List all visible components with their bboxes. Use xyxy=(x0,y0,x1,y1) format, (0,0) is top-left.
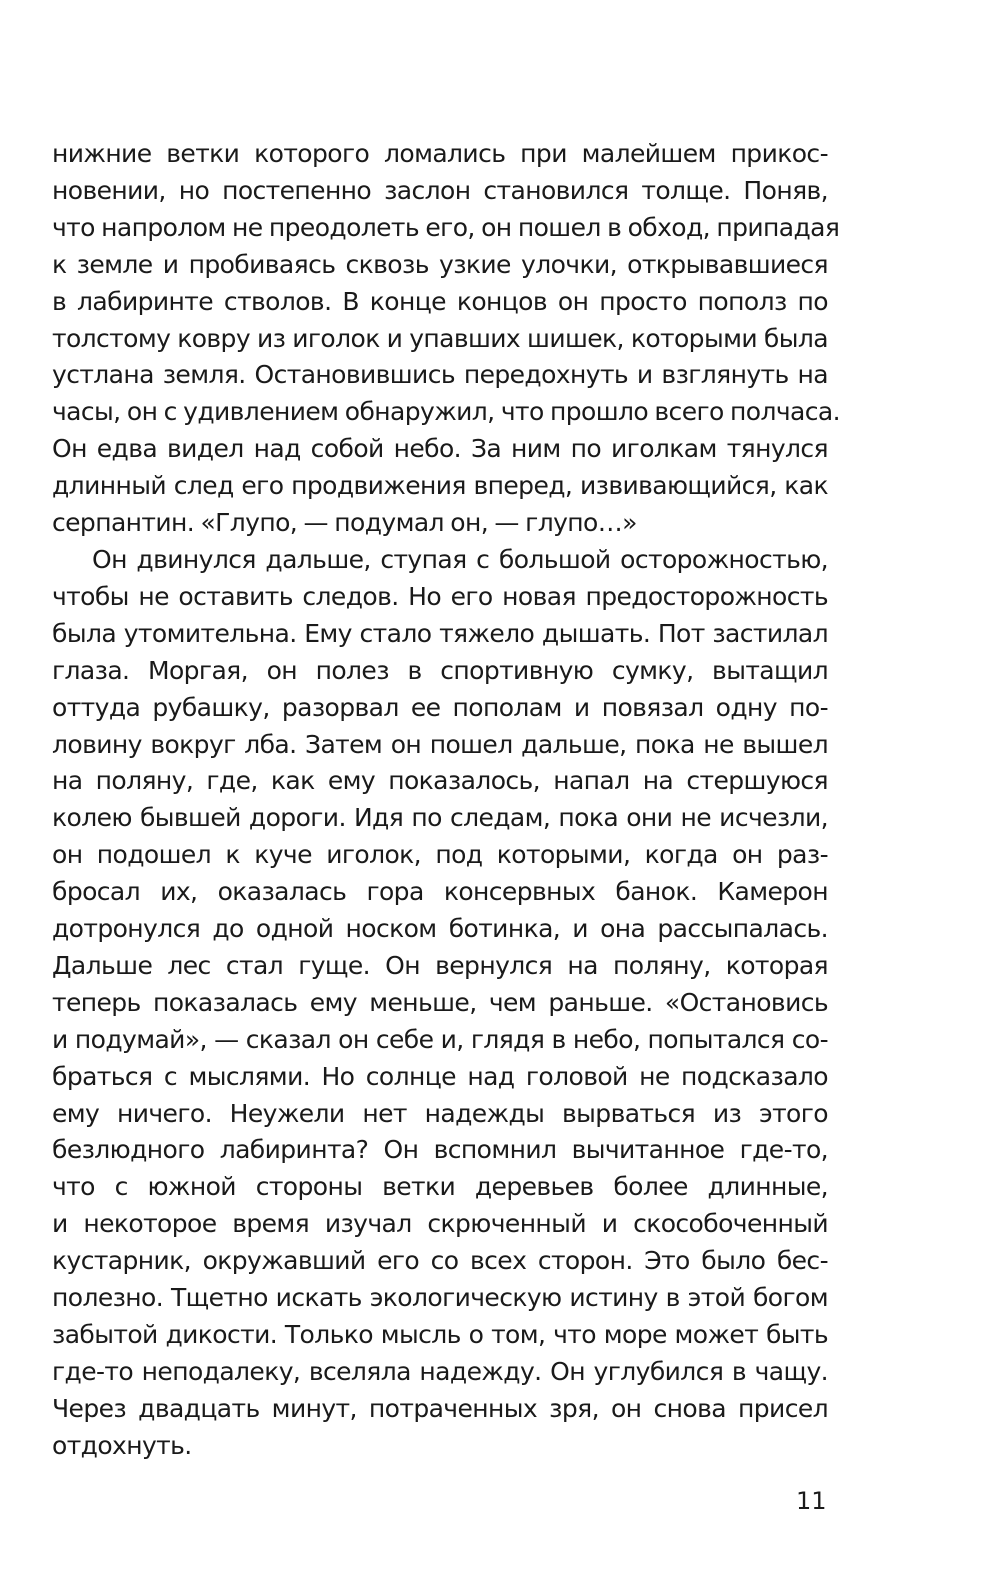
text-line: серпантин. «Глупо, — подумал он, — глупо…» xyxy=(52,508,637,538)
text-line: и некоторое время изучал скрюченный и скособоченный xyxy=(52,1209,828,1239)
text-line: где-то неподалеку, вселяла надежду. Он углубился в чащу. xyxy=(52,1356,828,1386)
text-line: что напролом не преодолеть его, он пошел в обход, припадая xyxy=(52,212,840,242)
text-line: отдохнуть. xyxy=(52,1430,192,1460)
text-line: оттуда рубашку, разорвал ее пополам и повязал одну по- xyxy=(52,692,828,722)
text-line: чтобы не оставить следов. Но его новая предосторожность xyxy=(52,581,828,611)
text-line: он подошел к куче иголок, под которыми, когда он раз- xyxy=(52,840,828,870)
text-line: Он едва видел над собой небо. За ним по иголкам тянулся xyxy=(52,434,828,464)
paragraph-2 xyxy=(52,542,828,1465)
text-line: в лабиринте стволов. В конце концов он просто пополз по xyxy=(52,286,828,316)
text-line: безлюдного лабиринта? Он вспомнил вычитанное где-то, xyxy=(52,1135,828,1165)
text-line: на поляну, где, как ему показалось, напал на стершуюся xyxy=(52,766,828,796)
text-line: Через двадцать минут, потраченных зря, он снова присел xyxy=(52,1393,828,1423)
text-line: колею бывшей дороги. Идя по следам, пока они не исчезли, xyxy=(52,803,828,833)
text-line: и подумай», — сказал он себе и, глядя в небо, попытался со- xyxy=(52,1024,828,1054)
body-text xyxy=(52,136,840,1465)
text-line: устлана земля. Остановившись передохнуть и взглянуть на xyxy=(52,360,828,390)
text-line: дотронулся до одной носком ботинка, и она рассыпалась. xyxy=(52,914,828,944)
text-line: глаза. Моргая, он полез в спортивную сумку, вытащил xyxy=(52,655,828,685)
page-number: 11 xyxy=(796,1487,827,1515)
text-line: кустарник, окружавший его со всех сторон. Это было бес- xyxy=(52,1246,828,1276)
text-line: Дальше лес стал гуще. Он вернулся на поляну, которая xyxy=(52,950,828,980)
text-line: длинный след его продвижения вперед, извивающийся, как xyxy=(52,471,828,501)
text-line: часы, он с удивлением обнаружил, что прошло всего полчаса. xyxy=(52,397,840,427)
text-line: ему ничего. Неужели нет надежды вырваться из этого xyxy=(52,1098,828,1128)
text-line: теперь показалась ему меньше, чем раньше. «Остановись xyxy=(52,987,828,1017)
text-line: забытой дикости. Только мысль о том, что море может быть xyxy=(52,1320,828,1349)
text-line: полезно. Тщетно искать экологическую истину в этой богом xyxy=(52,1283,828,1313)
text-line: бросал их, оказалась гора консервных банок. Камерон xyxy=(52,877,828,907)
text-line: браться с мыслями. Но солнце над головой не подсказало xyxy=(52,1061,828,1091)
text-line: нижние ветки которого ломались при малейшем прикос- xyxy=(52,139,828,168)
text-line: новении, но постепенно заслон становился толще. Поняв, xyxy=(52,175,828,205)
text-line: была утомительна. Ему стало тяжело дышать. Пот застилал xyxy=(52,618,828,648)
paragraph-1 xyxy=(52,136,840,542)
text-line: к земле и пробиваясь сквозь узкие улочки, открывавшиеся xyxy=(52,249,828,279)
text-line: толстому ковру из иголок и упавших шишек, которыми была xyxy=(52,323,828,353)
text-line: Он двинулся дальше, ступая с большой осторожностью, xyxy=(92,544,828,574)
text-line: ловину вокруг лба. Затем он пошел дальше, пока не вышел xyxy=(52,729,828,759)
text-line: что с южной стороны ветки деревьев более длинные, xyxy=(52,1172,828,1202)
